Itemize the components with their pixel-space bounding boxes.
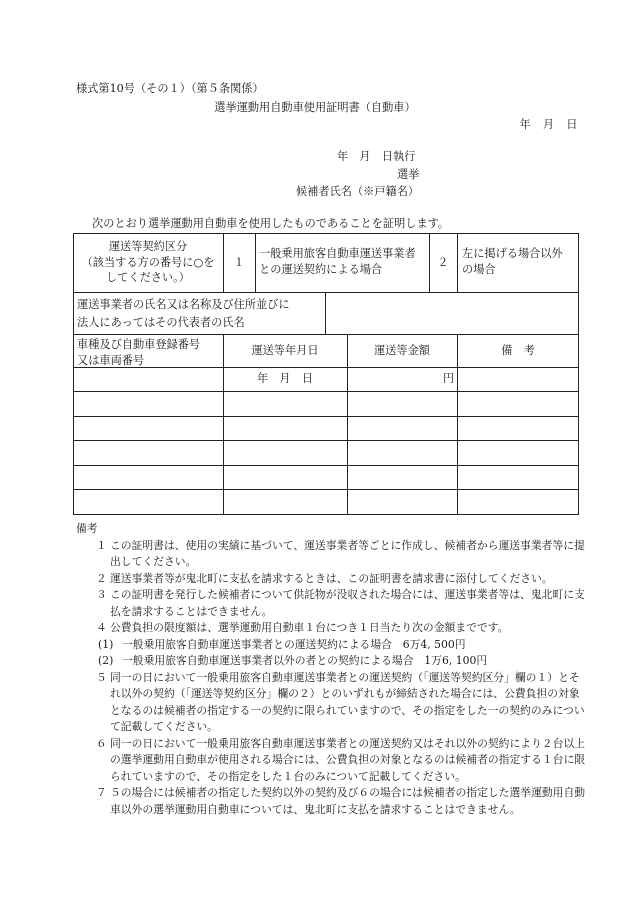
table-divider — [73, 465, 579, 466]
election-label: 選挙 — [397, 168, 420, 181]
remarks-notes — [76, 521, 588, 818]
operator-name-field[interactable] — [326, 293, 578, 334]
issue-date-line: 年 月 日 — [519, 118, 578, 131]
contract-option-2-label: 左に掲げる場合以外 の場合 — [462, 247, 563, 276]
table-border — [73, 233, 579, 234]
table-divider — [457, 233, 458, 292]
amount-unit: 円 — [443, 372, 455, 385]
note-item: ５ 同一の日において一般乗用旅客自動車運送事業者との運送契約（「運送等契約区分」欄の１）とそれ以外の契約（「運送等契約区分」欄の２）とのいずれもが締結された場合には、公費負担の対象となるのは候補者の指定する一の契約に限られていますので、その指定をした一の契約のみについて記載してください。 — [96, 670, 585, 733]
table-divider — [73, 489, 579, 490]
table-divider — [347, 334, 348, 515]
note-item: ７ ５の場合には候補者の指定した契約以外の契約及び６の場合には候補者の指定した選挙運動用自動車以外の選挙運動用自動車については、鬼北町に支払を請求することはできません。 — [96, 786, 586, 816]
note-sub-item: (2) 一般乗用旅客自動車運送事業者以外の者との契約による場合 1万6, 100円 — [98, 654, 488, 667]
notes-heading: 備考 — [76, 522, 98, 535]
date-column-header: 運送等年月日 — [251, 344, 319, 357]
table-divider — [73, 334, 579, 335]
note-item: ６ 同一の日において一般乗用旅客自動車運送事業者との運送契約又はそれ以外の契約により２台以上の選挙運動用自動車が使用される場合には、公費負担の対象となるのは候補者の指定する１台に限られていますので、その指定をした１台のみについて記載してください。 — [96, 736, 586, 783]
certification-statement: 次のとおり選挙運動用自動車を使用したものであることを証明します。 — [92, 217, 450, 230]
note-item: ２ 運送事業者等が鬼北町に支払を請求するときは、この証明書を請求書に添付してください。 — [96, 571, 553, 585]
contract-option-2-number[interactable]: ２ — [437, 256, 449, 269]
usage-date-field[interactable]: 年 月 日 — [257, 372, 313, 385]
note-item: １ この証明書は、使用の実績に基づいて、運送事業者等ごとに作成し、候補者から運送事業者等に提出してください。 — [96, 538, 585, 568]
election-date-line: 年 月 日執行 — [337, 150, 416, 163]
table-divider — [255, 233, 256, 292]
vehicle-column-header: 車種及び自動車登録番号 又は車両番号 — [77, 338, 201, 367]
table-divider — [73, 440, 579, 441]
note-sub-item: (1) 一般乗用旅客自動車運送事業者との運送契約による場合 6万4, 500円 — [98, 637, 466, 651]
table-divider — [73, 391, 579, 392]
usage-table — [73, 233, 579, 515]
amount-column-header: 運送等金額 — [374, 344, 430, 357]
document-title: 選挙運動用自動車使用証明書（自動車） — [214, 101, 416, 114]
contract-option-1-label: 一般乗用旅客自動車運送事業者 との運送契約による場合 — [259, 247, 416, 276]
note-item: ３ この証明書を発行した候補者について供託物が没収された場合には、運送事業者等は、鬼北町に支払を請求することはできません。 — [96, 588, 585, 618]
operator-name-label: 運送事業者の氏名又は名称及び住所並びに 法人にあってはその代表者の氏名 — [77, 298, 290, 329]
contract-type-label: 運送等契約区分 （該当する方の番号に○を してください。） — [81, 240, 215, 284]
table-border — [578, 233, 579, 515]
remarks-column-header: 備 考 — [501, 344, 535, 357]
candidate-name-label: 候補者氏名（※戸籍名） — [296, 185, 420, 198]
note-item: ４ 公費負担の限度額は、選挙運動用自動車１台につき１日当たり次の金額までです。 — [96, 621, 509, 634]
table-divider — [73, 416, 579, 417]
table-divider — [223, 334, 224, 515]
table-border — [73, 514, 579, 515]
table-divider — [457, 334, 458, 515]
contract-option-1-number[interactable]: １ — [233, 256, 245, 269]
form-number: 様式第10号（その１）（第５条関係） — [76, 82, 264, 95]
